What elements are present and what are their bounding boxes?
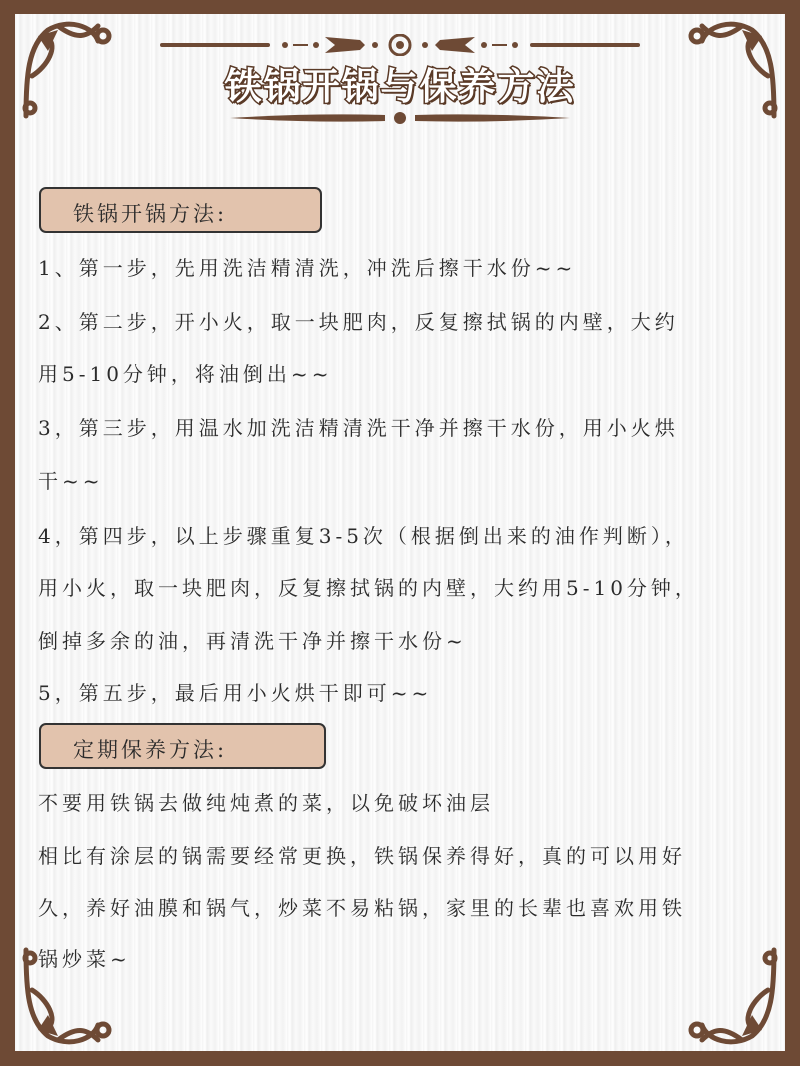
step-line: 用5-10分钟，将油倒出~~ (38, 362, 333, 386)
section-heading-text: 定期保养方法: (73, 738, 228, 762)
title-underline-ornament-icon (0, 110, 800, 126)
step-line: 5，第五步，最后用小火烘干即可~~ (38, 681, 433, 705)
tip-line: 久，养好油膜和锅气，炒菜不易粘锅，家里的长辈也喜欢用铁 (38, 896, 686, 920)
step-line: 用小火，取一块肥肉，反复擦拭锅的内壁，大约用5-10分钟， (38, 576, 699, 600)
corner-flourish-icon (672, 940, 782, 1050)
step-line: 3，第三步，用温水加洗洁精清洗干净并擦干水份，用小火烘 (38, 416, 679, 440)
step-line: 干~~ (38, 469, 104, 493)
tip-line: 不要用铁锅去做纯炖煮的菜，以免破坏油层 (38, 791, 494, 815)
section-heading-maintenance (39, 723, 326, 769)
section-heading-text: 铁锅开锅方法: (73, 202, 228, 226)
tip-line: 相比有涂层的锅需要经常更换，铁锅保养得好，真的可以用好 (38, 844, 686, 868)
step-line: 2、第二步，开小火，取一块肥肉，反复擦拭锅的内壁，大约 (38, 310, 679, 334)
tip-line: 锅炒菜~ (38, 947, 131, 971)
section-heading-seasoning (39, 187, 322, 233)
step-line: 倒掉多余的油，再清洗干净并擦干水份~ (38, 629, 467, 653)
page-title: 铁锅开锅与保养方法 (224, 65, 576, 108)
top-divider-ornament-icon (0, 34, 800, 56)
step-line: 1、第一步，先用洗洁精清洗，冲洗后擦干水份~~ (38, 256, 577, 280)
step-line: 4，第四步，以上步骤重复3-5次（根据倒出来的油作判断）， (38, 524, 689, 548)
